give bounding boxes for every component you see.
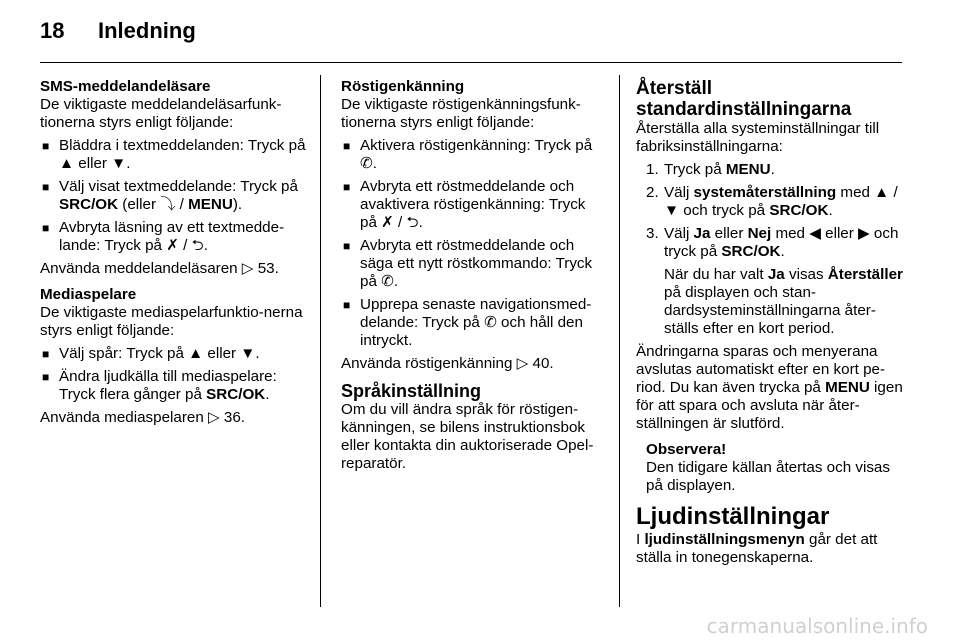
watermark: carmanualsonline.info <box>706 614 928 638</box>
audio-heading: Ljudinställningar <box>636 503 830 530</box>
media-intro: De viktigaste mediaspelarfunktio-nerna styrs enligt följande: <box>40 304 303 339</box>
page-number: 18 <box>40 18 65 43</box>
audio-text: I ljudinställningsmenyn går det att ställa in tonegenskaperna. <box>636 531 878 566</box>
list-item: ■ Avbryta ett röstmeddelande och avaktivera röstigenkänning: Tryck på ✗ / ⮌. <box>343 178 586 231</box>
reset-steps <box>636 161 906 261</box>
voice-reference: Använda röstigenkänning ▷ 40. <box>341 355 554 372</box>
column-divider-1 <box>320 75 321 607</box>
language-text: Om du vill ändra språk för röstigen-känningen, se bilens instruktionsbok eller kontakta din auktoriserade Opel-reparatör. <box>341 401 594 472</box>
column-3 <box>636 78 906 567</box>
voice-intro: De viktigaste röstigenkänningsfunk-tionerna styrs enligt följande: <box>341 96 581 131</box>
bullet-icon: ■ <box>343 298 351 312</box>
bullet-icon: ■ <box>343 239 351 253</box>
media-reference: Använda mediaspelaren ▷ 36. <box>40 409 246 426</box>
language-heading: Språkinställning <box>341 381 482 401</box>
list-item: ■ Upprepa senaste navigationsmed-delande: Tryck på ✆ och håll den intryckt. <box>343 296 592 349</box>
note-heading: Observera! <box>646 441 727 458</box>
note-box <box>636 441 906 495</box>
changes-text: Ändringarna sparas och menyerana avslutas automatiskt efter en kort pe-riod. Du kan även trycka på MENU igen för att spara och avsluta när åter-ställningen är slutförd. <box>636 343 903 432</box>
list-item: 2. Välj systemåterställning med ▲ / ▼ och tryck på SRC/OK. <box>646 184 898 219</box>
list-item: ■ Välj spår: Tryck på ▲ eller ▼. <box>42 345 260 362</box>
page-header <box>40 18 196 48</box>
reset-heading: Återställ standardinställningarna <box>636 78 852 120</box>
media-bullet-list <box>40 345 310 404</box>
bullet-icon: ■ <box>343 139 351 153</box>
bullet-icon: ■ <box>42 180 50 194</box>
column-2 <box>341 78 606 473</box>
bullet-icon: ■ <box>42 347 50 361</box>
bullet-icon: ■ <box>42 139 50 153</box>
list-item: ■ Välj visat textmeddelande: Tryck på SRC/OK (eller ⤵ / MENU). <box>42 178 298 213</box>
header-rule <box>40 62 902 63</box>
list-item: ■ Bläddra i textmeddelanden: Tryck på ▲ eller ▼. <box>42 137 306 172</box>
media-heading: Mediaspelare <box>40 286 137 303</box>
bullet-icon: ■ <box>42 221 50 235</box>
chapter-title: Inledning <box>98 18 196 43</box>
list-item: 1. Tryck på MENU. <box>646 161 775 178</box>
column-1 <box>40 78 310 427</box>
sms-reference: Använda meddelandeläsaren ▷ 53. <box>40 260 279 277</box>
step3-detail: När du har valt Ja visas Återställer på displayen och stan-dardsysteminställningarna åter-ställs efter en kort period. <box>664 266 903 337</box>
voice-bullet-list <box>341 137 606 350</box>
note-text: Den tidigare källan återtas och visas på displayen. <box>646 459 890 494</box>
list-item: 3. Välj Ja eller Nej med ◀ eller ▶ och tryck på SRC/OK. <box>646 225 899 260</box>
sms-heading: SMS-meddelandeläsare <box>40 78 211 95</box>
list-item: ■ Ändra ljudkälla till mediaspelare: Tryck flera gånger på SRC/OK. <box>42 368 277 403</box>
column-divider-2 <box>619 75 620 607</box>
sms-intro: De viktigaste meddelandeläsarfunk-tionerna styrs enligt följande: <box>40 96 282 131</box>
list-item: ■ Avbryta ett röstmeddelande och säga ett nytt röstkommando: Tryck på ✆. <box>343 237 593 290</box>
bullet-icon: ■ <box>343 180 351 194</box>
sms-bullet-list <box>40 137 310 255</box>
reset-intro: Återställa alla systeminställningar till fabriksinställningarna: <box>636 120 880 155</box>
bullet-icon: ■ <box>42 370 50 384</box>
voice-heading: Röstigenkänning <box>341 78 465 95</box>
list-item: ■ Aktivera röstigenkänning: Tryck på ✆. <box>343 137 593 172</box>
list-item: ■ Avbryta läsning av ett textmedde-lande: Tryck på ✗ / ⮌. <box>42 219 285 254</box>
